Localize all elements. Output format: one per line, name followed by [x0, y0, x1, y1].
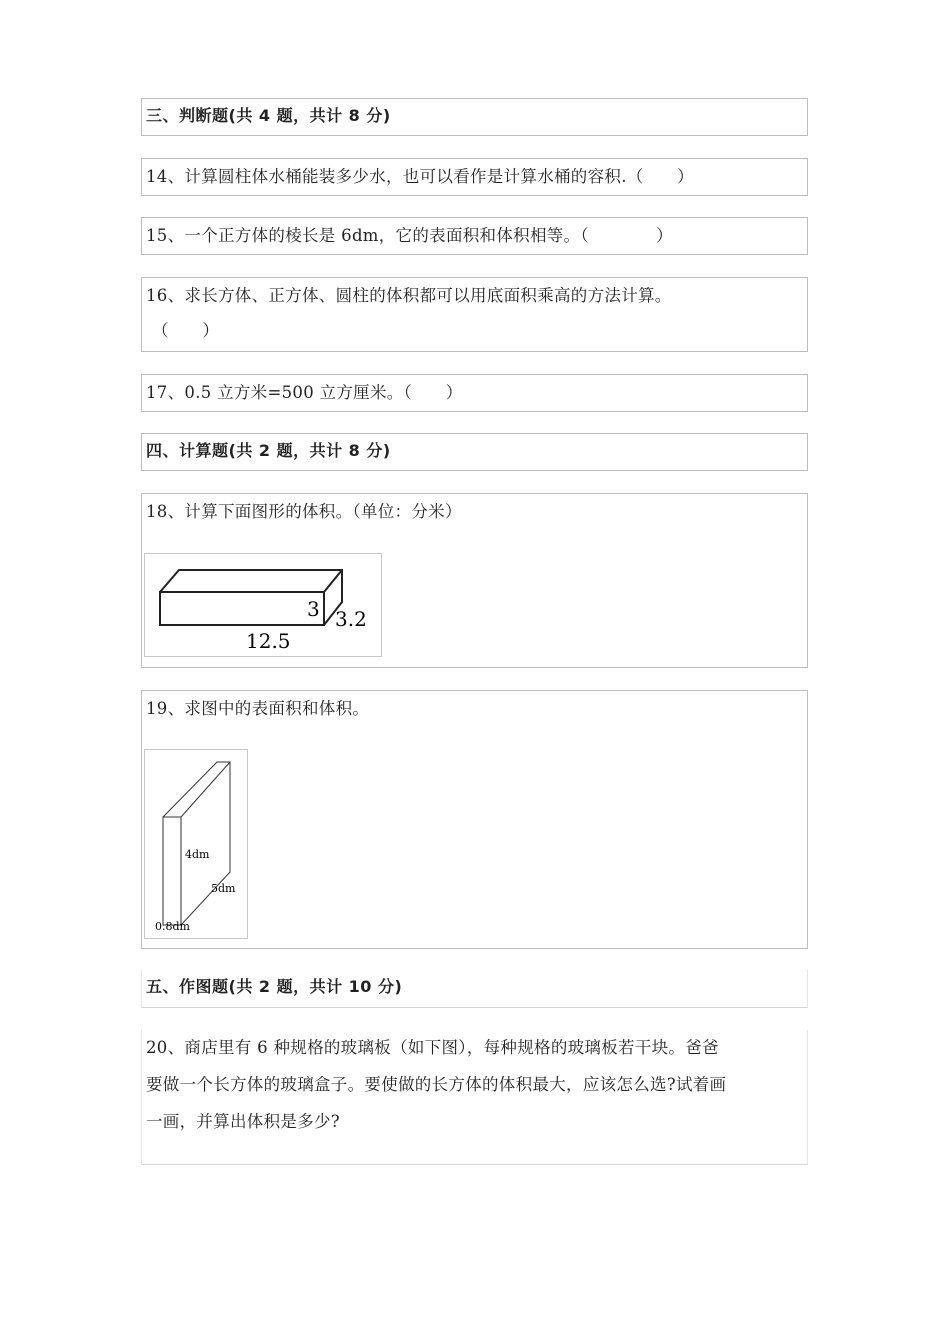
length-label: 12.5: [246, 629, 291, 653]
question-20: [141, 1030, 808, 1165]
question-19: [141, 690, 808, 949]
slab-drawing: [145, 750, 247, 938]
question-text-line-2: 要做一个长方体的玻璃盒子。要使做的长方体的体积最大，应该怎么选?试着画: [146, 1075, 727, 1094]
question-17: [141, 374, 808, 412]
answer-bracket: （ ）: [152, 321, 220, 340]
section-title: 五、作图题(共 2 题，共计 10 分): [146, 977, 403, 996]
section-header-judge: [141, 98, 808, 136]
question-18: [141, 493, 808, 668]
question-text: 16、求长方体、正方体、圆柱的体积都可以用底面积乘高的方法计算。: [146, 286, 672, 305]
height-label: 3: [307, 597, 320, 621]
section-title: 三、判断题(共 4 题，共计 8 分): [146, 106, 391, 125]
cuboid-figure: [144, 553, 382, 657]
slab-figure: [144, 749, 248, 939]
question-text: 19、求图中的表面积和体积。: [146, 699, 370, 718]
section-header-draw: [141, 970, 808, 1008]
question-14: [141, 158, 808, 196]
thickness-label: 0.8dm: [155, 920, 190, 933]
cuboid-drawing: [145, 554, 381, 656]
question-16: [141, 277, 808, 352]
question-text: 14、计算圆柱体水桶能装多少水，也可以看作是计算水桶的容积.（ ）: [146, 167, 694, 186]
question-text-line-1: 20、商店里有 6 种规格的玻璃板（如下图），每种规格的玻璃板若干块。爸爸: [146, 1038, 719, 1057]
section-title: 四、计算题(共 2 题，共计 8 分): [146, 441, 391, 460]
question-15: [141, 217, 808, 255]
width-label: 3.2: [335, 607, 367, 631]
section-header-calc: [141, 433, 808, 471]
question-text: 17、0.5 立方米=500 立方厘米。（ ）: [146, 383, 463, 402]
width-label: 5dm: [211, 882, 236, 895]
question-text: 18、计算下面图形的体积。（单位：分米）: [146, 502, 462, 521]
question-text-line-3: 一画，并算出体积是多少?: [146, 1112, 340, 1131]
height-label: 4dm: [185, 848, 210, 861]
question-text: 15、一个正方体的棱长是 6dm，它的表面积和体积相等。（ ）: [146, 226, 673, 245]
